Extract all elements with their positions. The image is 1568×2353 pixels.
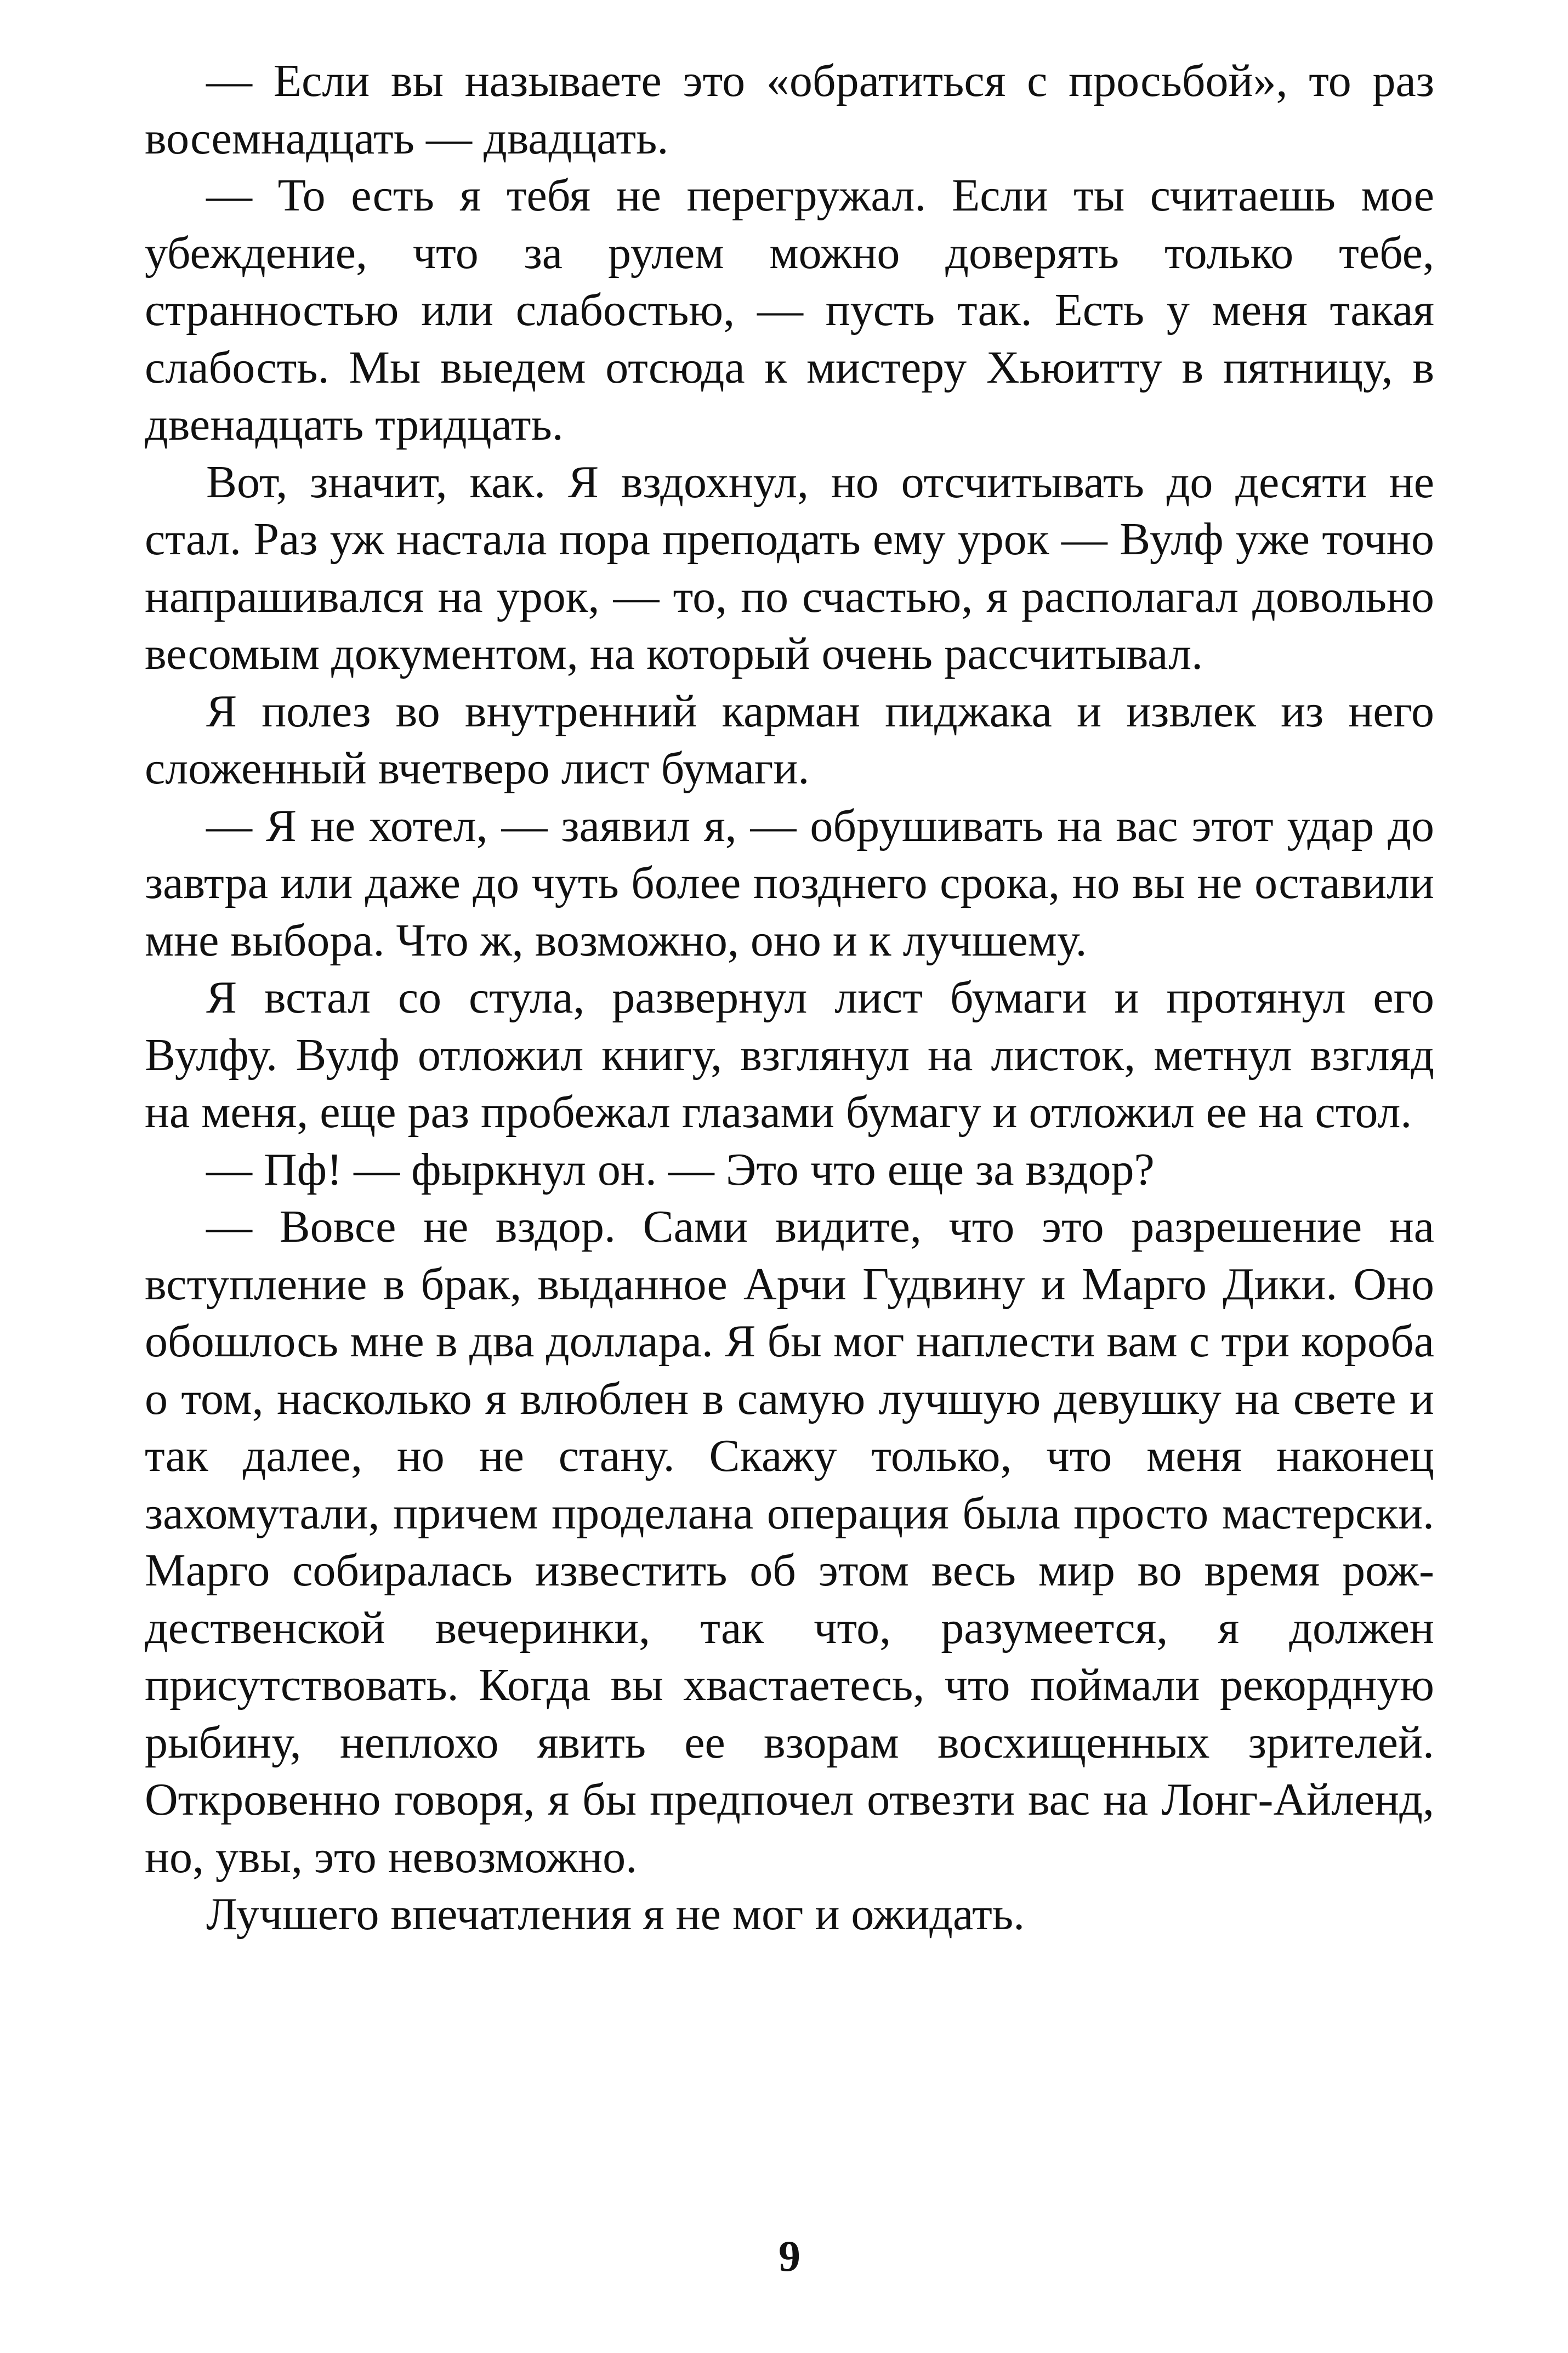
body-text	[145, 53, 1434, 1943]
paragraph: — Вовсе не вздор. Сами видите, что это разрешение на вступление в брак, выданное Арчи Гудвину и Марго Дики. Оно обошлось мне в два доллара. Я бы мог наплести вам с три короба о том, насколько я влюблен в самую лучшую девушку на свете и так далее, но не стану. Скажу только, что меня наконец захомутали, причем проделана операция была просто мастерски. Марго собиралась известить об этом весь мир во время рождественской вечеринки, так что, разумеется, я должен присутствовать. Когда вы хвастаетесь, что поймали рекордную рыбину, неплохо явить ее взорам восхищенных зрителей. Откровенно говоря, я бы предпочел отвезти вас на Лонг-Айленд, но, увы, это невозможно.	[145, 1201, 1434, 1883]
paragraph: Лучшего впечатления я не мог и ожидать.	[206, 1889, 1025, 1940]
paragraph: Я встал со стула, развернул лист бумаги и протянул его Вулфу. Вулф отложил книгу, взглянул на листок, метнул взгляд на меня, еще раз пробежал глазами бумагу и отложил ее на стол.	[145, 972, 1434, 1138]
paragraph: — Я не хотел, — заявил я, — обрушивать на вас этот удар до завтра или даже до чуть более позднего срока, но вы не оставили мне выбора. Что ж, возможно, оно и к лучшему.	[145, 800, 1434, 966]
paragraph: Я полез во внутренний карман пиджака и извлек из него сложенный вчетверо лист бумаги.	[145, 685, 1434, 794]
book-page	[145, 53, 1434, 2311]
paragraph: — То есть я тебя не перегружал. Если ты считаешь мое убеждение, что за рулем можно доверять только тебе, странностью или слабостью, — пусть так. Есть у меня такая слабость. Мы выедем отсюда к мистеру Хьюитту в пятницу, в двенадцать тридцать.	[145, 170, 1434, 450]
paragraph: — Пф! — фыркнул он. — Это что еще за вздор?	[206, 1144, 1155, 1195]
paragraph: Вот, значит, как. Я вздохнул, но отсчитывать до десяти не стал. Раз уж настала пора преподать ему урок — Вулф уже точно напрашивался на урок, — то, по счастью, я располагал довольно весомым документом, на который очень рассчитывал.	[145, 456, 1434, 679]
page-number: 9	[779, 2232, 800, 2281]
paragraph: — Если вы называете это «обратиться с просьбой», то раз восемнадцать — двадцать.	[145, 55, 1434, 164]
